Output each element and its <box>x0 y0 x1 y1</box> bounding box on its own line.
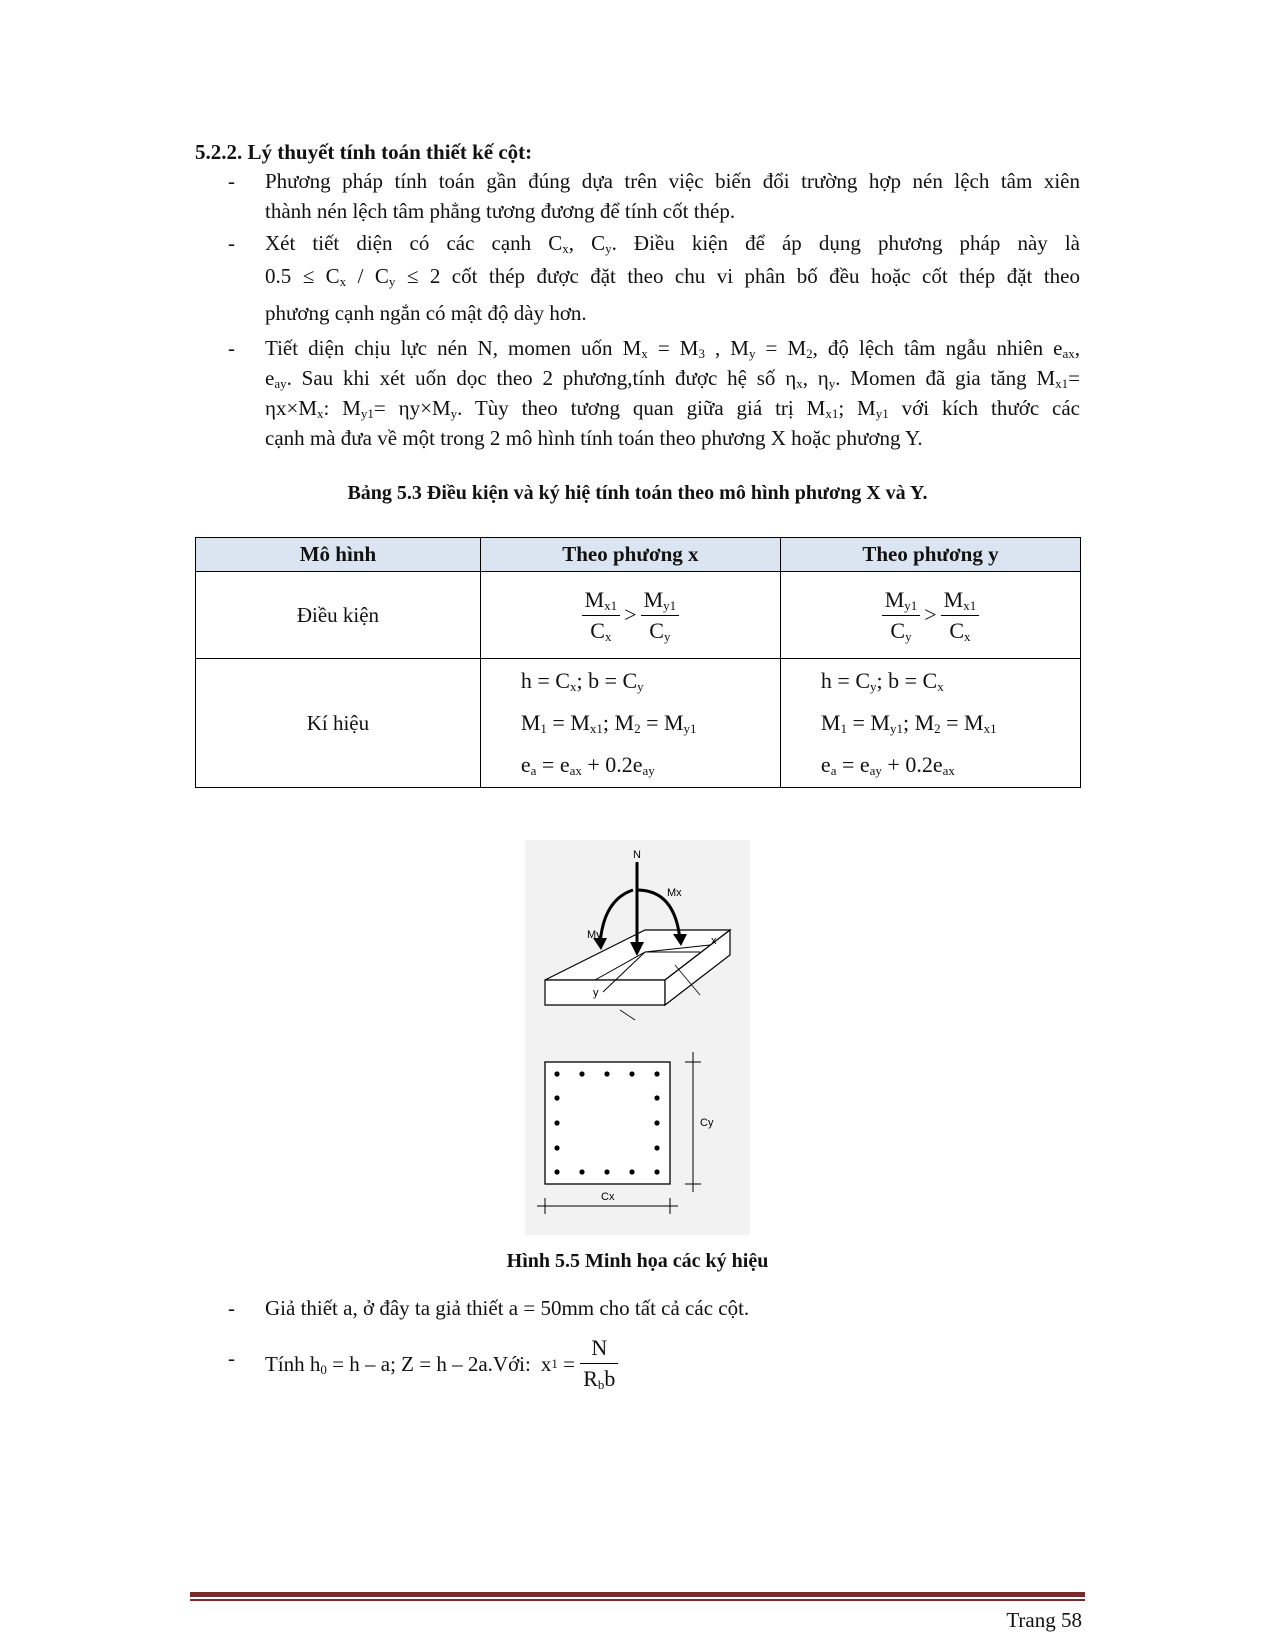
bullet-condition <box>195 228 1080 332</box>
label-n: N <box>633 849 641 861</box>
bullet-condition-line1: Xét tiết diện có các cạnh $C_x$, $C_y$. Điều kiện để áp dụng phương pháp này là <box>265 231 1081 256</box>
header-model: Mô hình <box>196 538 481 572</box>
header-direction-y: Theo phương y <box>780 538 1080 572</box>
bullet-dash: - <box>228 169 235 193</box>
bullet-section-line2: $e_{ay}$. Sau khi xét uốn dọc theo 2 phương,tính được hệ số $\eta_x$, $\eta_y$. Momen đã gia tăng $M_{x1}=$ <box>265 366 1081 391</box>
table-row-symbols <box>196 659 1081 788</box>
bullet-assumption-text: Giả thiết a, ở đây ta giả thiết a = 50mm cho tất cả các cột. <box>265 1296 750 1320</box>
bullet-calc <box>195 1333 1080 1394</box>
bullet-method <box>195 166 1080 226</box>
bullet-section-line1: Tiết diện chịu lực nén N, momen uốn $M_x = M_3$ , $M_y = M_2$, độ lệch tâm ngẫu nhiên $e_{ax}$, <box>265 336 1081 361</box>
condition-x: $\frac{M_{x1}}{C_x}$ > $\frac{M_{y1}}{C_y}$ <box>480 572 780 659</box>
label-y: y <box>593 987 599 999</box>
symbols-x: $h = C_x$; $b = C_y$ $M_1 = M_{x1}$; $M_2 = M_{y1}$ $e_a = e_{ax} + 0.2e_{ay}$ <box>480 659 780 788</box>
bullet-dash: - <box>228 1296 235 1320</box>
bullet-section-line3: $\eta x\times M_x$: $M_{y1}= \eta y\times M_y$. Tùy theo tương quan giữa giá trị $M_{x1}$; $M_{y1}$ với kích thước các <box>265 396 1080 421</box>
bullet-condition-line2 <box>265 258 1080 294</box>
symbols-y: $h = C_y$; $b = C_x$ $M_1 = M_{y1}$; $M_2 = M_{x1}$ $e_a = e_{ay} + 0.2e_{ax}$ <box>780 659 1080 788</box>
table-row-condition <box>196 572 1081 659</box>
table-caption: Bảng 5.3 Điều kiện và ký hiệ tính toán theo mô hình phương X và Y. <box>347 482 928 504</box>
figure-caption: Hình 5.5 Minh họa các ký hiệu <box>506 1250 769 1272</box>
model-table <box>195 537 1081 788</box>
condition-label: Điều kiện <box>196 572 481 659</box>
table-header-row <box>196 538 1081 572</box>
label-cx: Cx <box>601 1191 615 1203</box>
section-heading: 5.2.2. Lý thuyết tính toán thiết kế cột: <box>195 140 533 164</box>
bullet-calc-text: Tính $h_0 = h - a$; Z = h – 2a.Với: <box>265 1351 531 1377</box>
label-cy: Cy <box>700 1117 714 1129</box>
x1-formula: x 1 = $\frac{N}{R_bb}$ <box>541 1333 619 1394</box>
header-direction-x: Theo phương x <box>480 538 780 572</box>
bullet-method-line1: Phương pháp tính toán gần đúng dựa trên việc biến đổi trường hợp nén lệch tâm xiên <box>265 169 1080 193</box>
bullet-condition-line2-text: cốt thép được đặt theo chu vi phân bố đều hoặc cốt thép đặt theo <box>451 264 1080 288</box>
ratio-formula: $0.5 \le C_x / C_y \le 2$ <box>265 264 441 289</box>
footer-rule <box>190 1592 1085 1597</box>
bullet-method-line2: thành nén lệch tâm phẳng tương đương để tính cốt thép. <box>265 199 736 223</box>
bullet-dash: - <box>228 231 235 255</box>
label-x: x <box>711 935 717 947</box>
footer-rule-thin <box>190 1599 1085 1601</box>
bullet-condition-line3: phương cạnh ngắn có mật độ dày hơn. <box>265 301 587 325</box>
column-diagram <box>525 840 750 1235</box>
label-mx: Mx <box>667 887 682 899</box>
bullet-assumption <box>195 1293 1080 1323</box>
bullet-section <box>195 333 1080 453</box>
bullet-dash: - <box>228 1346 235 1370</box>
page-number: Trang 58 <box>1006 1608 1082 1632</box>
bullet-section-line4: cạnh mà đưa về một trong 2 mô hình tính toán theo phương X hoặc phương Y. <box>265 426 923 450</box>
symbols-label: Kí hiệu <box>196 659 481 788</box>
condition-y: $\frac{M_{y1}}{C_y}$ > $\frac{M_{x1}}{C_x}$ <box>780 572 1080 659</box>
label-my: My <box>587 929 602 941</box>
bullet-dash: - <box>228 336 235 360</box>
column-illustration <box>525 840 750 1235</box>
